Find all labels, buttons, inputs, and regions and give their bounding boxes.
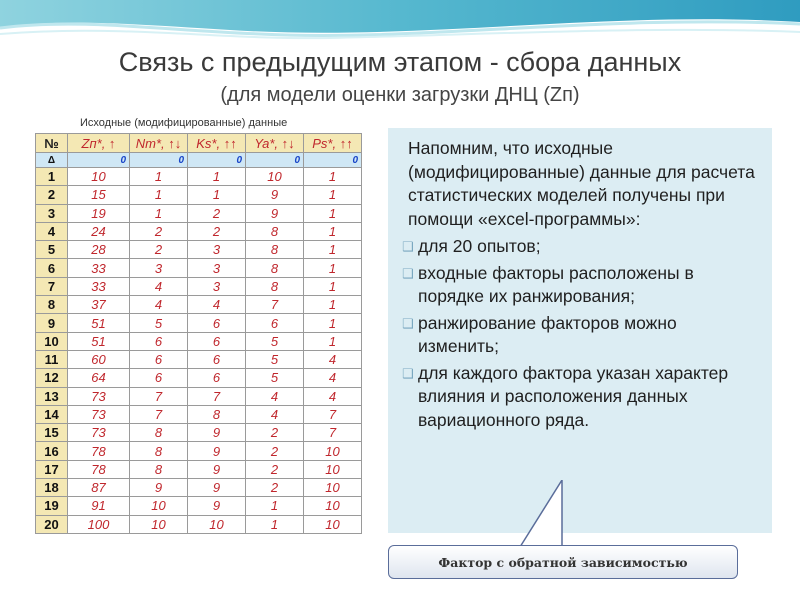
column-header: Ps*, ↑↑ <box>304 134 362 153</box>
table-row <box>36 296 362 314</box>
table-cell: 9 <box>188 424 246 442</box>
table-row <box>36 241 362 259</box>
table-cell: 51 <box>68 332 130 350</box>
table-cell: 7 <box>188 387 246 405</box>
table-cell: 1 <box>304 204 362 222</box>
row-number: 14 <box>36 405 68 423</box>
table-cell: 3 <box>130 259 188 277</box>
table-cell: 8 <box>130 460 188 478</box>
table-cell: 2 <box>246 442 304 460</box>
column-header: Nт*, ↑↓ <box>130 134 188 153</box>
table-cell: 3 <box>188 241 246 259</box>
bullet-item <box>402 262 762 309</box>
table-row <box>36 479 362 497</box>
table-cell: 5 <box>246 369 304 387</box>
bullet-icon: ❑ <box>402 239 414 254</box>
table-cell: 5 <box>246 332 304 350</box>
table-cell: 7 <box>130 387 188 405</box>
bullet-text: для 20 опытов; <box>418 236 541 256</box>
table-cell: 24 <box>68 222 130 240</box>
table-cell: 6 <box>246 314 304 332</box>
table-row <box>36 314 362 332</box>
delta-value: 0 <box>68 153 130 168</box>
table-cell: 6 <box>188 332 246 350</box>
table-cell: 4 <box>188 296 246 314</box>
table-cell: 2 <box>188 222 246 240</box>
table-cell: 15 <box>68 186 130 204</box>
table-cell: 78 <box>68 442 130 460</box>
table-cell: 2 <box>246 424 304 442</box>
row-number: 5 <box>36 241 68 259</box>
table-cell: 2 <box>130 241 188 259</box>
table-cell: 2 <box>130 222 188 240</box>
table-cell: 1 <box>188 168 246 186</box>
row-number: 9 <box>36 314 68 332</box>
table-cell: 33 <box>68 259 130 277</box>
delta-label: Δ <box>36 153 68 168</box>
bullet-item <box>402 362 762 433</box>
row-number: 7 <box>36 277 68 295</box>
table-cell: 4 <box>130 277 188 295</box>
row-number: 1 <box>36 168 68 186</box>
column-header: Zп*, ↑ <box>68 134 130 153</box>
table-cell: 9 <box>130 479 188 497</box>
table-cell: 1 <box>304 222 362 240</box>
table-row <box>36 387 362 405</box>
data-table <box>35 133 362 534</box>
row-number: 19 <box>36 497 68 515</box>
delta-value: 0 <box>188 153 246 168</box>
table-cell: 1 <box>246 497 304 515</box>
row-number: 18 <box>36 479 68 497</box>
table-cell: 91 <box>68 497 130 515</box>
row-number: 6 <box>36 259 68 277</box>
table-cell: 1 <box>188 186 246 204</box>
row-number: 11 <box>36 350 68 368</box>
slide-title: Связь с предыдущим этапом - сбора данных <box>118 47 682 77</box>
table-row <box>36 277 362 295</box>
bullet-text: для каждого фактора указан характер влияния и расположения данных вариационного ряда. <box>418 362 729 430</box>
table-cell: 9 <box>188 497 246 515</box>
table-row <box>36 405 362 423</box>
table-cell: 8 <box>246 277 304 295</box>
table-cell: 10 <box>304 497 362 515</box>
table-cell: 1 <box>304 277 362 295</box>
table-row <box>36 186 362 204</box>
table-cell: 5 <box>130 314 188 332</box>
table-cell: 10 <box>304 515 362 533</box>
table-cell: 10 <box>68 168 130 186</box>
table-cell: 33 <box>68 277 130 295</box>
table-cell: 1 <box>130 168 188 186</box>
table-cell: 1 <box>304 314 362 332</box>
table-cell: 8 <box>246 222 304 240</box>
table-cell: 7 <box>304 424 362 442</box>
delta-value: 0 <box>130 153 188 168</box>
table-cell: 2 <box>188 204 246 222</box>
table-cell: 6 <box>188 314 246 332</box>
table-cell: 10 <box>246 168 304 186</box>
table-cell: 9 <box>188 479 246 497</box>
table-cell: 7 <box>246 296 304 314</box>
table-cell: 73 <box>68 405 130 423</box>
delta-row <box>36 153 362 168</box>
table-cell: 6 <box>130 332 188 350</box>
table-cell: 1 <box>304 186 362 204</box>
table-cell: 7 <box>304 405 362 423</box>
table-cell: 6 <box>130 350 188 368</box>
table-cell: 60 <box>68 350 130 368</box>
table-cell: 6 <box>130 369 188 387</box>
table-cell: 10 <box>304 479 362 497</box>
delta-value: 0 <box>304 153 362 168</box>
table-row <box>36 424 362 442</box>
table-row <box>36 204 362 222</box>
info-panel <box>388 128 772 533</box>
slide-subtitle: (для модели оценки загрузки ДНЦ (Zп) <box>220 84 580 106</box>
table-cell: 1 <box>246 515 304 533</box>
table-row <box>36 497 362 515</box>
table-row <box>36 515 362 533</box>
column-header: Ks*, ↑↑ <box>188 134 246 153</box>
table-row <box>36 222 362 240</box>
row-number: 17 <box>36 460 68 478</box>
table-cell: 8 <box>188 405 246 423</box>
bullet-text: ранжирование факторов можно изменить; <box>418 312 677 356</box>
table-cell: 4 <box>304 387 362 405</box>
row-number: 15 <box>36 424 68 442</box>
table-cell: 2 <box>246 479 304 497</box>
table-cell: 1 <box>304 332 362 350</box>
panel-intro: Напомним, что исходные (модифицированные) данные для расчета статистических моделей получены при помощи «excel-программы»: <box>408 138 755 229</box>
table-cell: 8 <box>130 442 188 460</box>
table-cell: 5 <box>246 350 304 368</box>
table-cell: 73 <box>68 424 130 442</box>
table-cell: 8 <box>246 259 304 277</box>
table-row <box>36 442 362 460</box>
table-cell: 3 <box>188 277 246 295</box>
row-number: 10 <box>36 332 68 350</box>
row-number: 4 <box>36 222 68 240</box>
table-cell: 51 <box>68 314 130 332</box>
table-cell: 73 <box>68 387 130 405</box>
table-cell: 4 <box>246 387 304 405</box>
table-cell: 6 <box>188 350 246 368</box>
delta-value: 0 <box>246 153 304 168</box>
table-cell: 1 <box>304 168 362 186</box>
table-row <box>36 369 362 387</box>
bullet-item <box>402 312 762 359</box>
table-row <box>36 332 362 350</box>
bullet-icon: ❑ <box>402 365 414 381</box>
table-cell: 10 <box>130 497 188 515</box>
table-cell: 9 <box>246 204 304 222</box>
table-row <box>36 460 362 478</box>
row-number: 16 <box>36 442 68 460</box>
table-cell: 6 <box>188 369 246 387</box>
table-cell: 9 <box>246 186 304 204</box>
table-cell: 1 <box>304 259 362 277</box>
table-cell: 2 <box>246 460 304 478</box>
bullet-icon: ❑ <box>402 265 414 281</box>
row-number: 13 <box>36 387 68 405</box>
column-header: Ya*, ↑↓ <box>246 134 304 153</box>
row-number: 3 <box>36 204 68 222</box>
table-cell: 3 <box>188 259 246 277</box>
table-cell: 1 <box>304 241 362 259</box>
callout-label: Фактор с обратной зависимостью <box>388 545 738 579</box>
table-cell: 1 <box>130 186 188 204</box>
table-cell: 8 <box>130 424 188 442</box>
row-number: 20 <box>36 515 68 533</box>
table-cell: 10 <box>130 515 188 533</box>
table-cell: 10 <box>188 515 246 533</box>
bullet-item <box>402 235 762 259</box>
table-cell: 9 <box>188 442 246 460</box>
table-cell: 4 <box>304 369 362 387</box>
table-cell: 8 <box>246 241 304 259</box>
row-number: 8 <box>36 296 68 314</box>
table-cell: 78 <box>68 460 130 478</box>
table-cell: 7 <box>130 405 188 423</box>
row-number: 2 <box>36 186 68 204</box>
table-cell: 37 <box>68 296 130 314</box>
table-row <box>36 259 362 277</box>
table-cell: 19 <box>68 204 130 222</box>
table-cell: 28 <box>68 241 130 259</box>
bullet-text: входные факторы расположены в порядке их ранжирования; <box>418 262 694 306</box>
bullet-icon: ❑ <box>402 315 414 331</box>
table-cell: 10 <box>304 442 362 460</box>
table-caption: Исходные (модифицированные) данные <box>80 117 288 129</box>
table-header-row <box>36 134 362 153</box>
row-number: 12 <box>36 369 68 387</box>
table-cell: 9 <box>188 460 246 478</box>
table-cell: 100 <box>68 515 130 533</box>
table-cell: 87 <box>68 479 130 497</box>
table-cell: 64 <box>68 369 130 387</box>
table-cell: 1 <box>304 296 362 314</box>
table-cell: 1 <box>130 204 188 222</box>
table-cell: 4 <box>304 350 362 368</box>
table-row <box>36 168 362 186</box>
table-cell: 4 <box>130 296 188 314</box>
table-cell: 4 <box>246 405 304 423</box>
table-cell: 10 <box>304 460 362 478</box>
column-header: № <box>36 134 68 153</box>
table-row <box>36 350 362 368</box>
